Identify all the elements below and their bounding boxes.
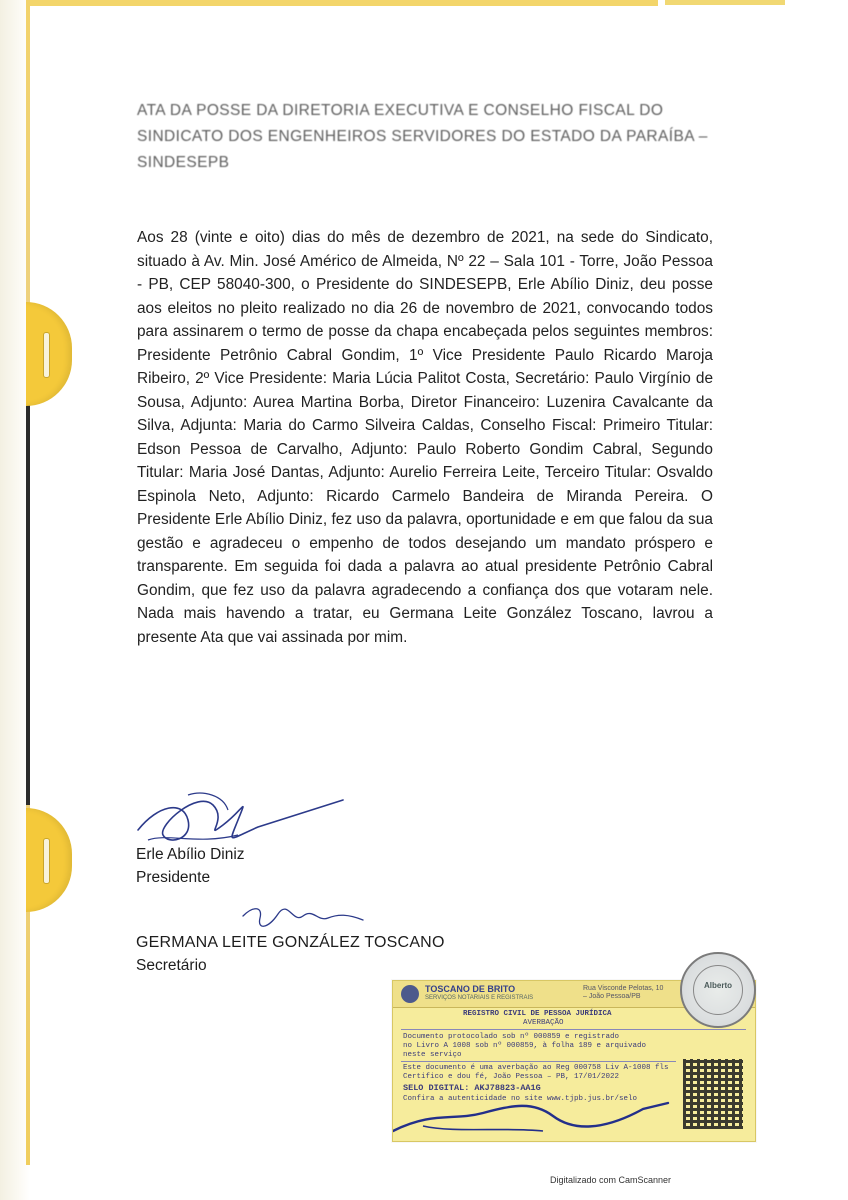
signatory-president (136, 843, 245, 889)
signatory-role: Presidente (136, 869, 211, 886)
signatory-name: Erle Abílio Diniz (136, 846, 245, 863)
binder-clip-bottom (26, 808, 72, 912)
stamp-line-2: no Livro A 1008 sob nº 000859, à folha 189 e arquivado (403, 1042, 647, 1050)
seal-text: Alberto (704, 981, 732, 990)
clip-slot (43, 838, 50, 884)
stamp-registry-title: REGISTRO CIVIL DE PESSOA JURÍDICA (463, 1010, 612, 1018)
stamp-office-address: Rua Visconde Pelotas, 10 – João Pessoa/PB (583, 985, 664, 1000)
stamp-line-5: Certifico e dou fé, João Pessoa – PB, 17/01/2022 (403, 1073, 620, 1081)
binder-clip-top (26, 302, 72, 406)
notary-seal-icon (680, 952, 756, 1028)
notary-logo-icon (401, 985, 419, 1003)
folder-top-strip (28, 0, 658, 6)
clip-slot (43, 332, 50, 378)
folder-top-strip-right (665, 0, 785, 5)
stamp-office-sub: SERVIÇOS NOTARIAIS E REGISTRAIS (425, 995, 534, 1001)
stamp-selo: SELO DIGITAL: AKJ78823-AA1G (403, 1083, 541, 1093)
signatory-name: GERMANA LEITE GONZÁLEZ TOSCANO (136, 934, 445, 951)
stamp-divider (401, 1061, 676, 1062)
stamp-line-4: Este documento é uma averbação ao Reg 000758 Liv A-1008 fls (403, 1064, 669, 1072)
notary-signature-icon (393, 1091, 673, 1136)
signature-germana-icon (238, 904, 378, 934)
stamp-line-3: neste serviço (403, 1051, 462, 1059)
signatory-secretary (136, 931, 445, 977)
stamp-line-6: Confira a autenticidade no site www.tjpb.jus.br/selo (403, 1095, 638, 1103)
binder-line (26, 405, 30, 805)
stamp-divider (401, 1029, 746, 1030)
stamp-line-1: Documento protocolado sob nº 000859 e registrado (403, 1033, 620, 1041)
signatory-role: Secretário (136, 957, 207, 974)
qr-code-icon (683, 1059, 743, 1129)
document-title: ATA DA POSSE DA DIRETORIA EXECUTIVA E CONSELHO FISCAL DO SINDICATO DOS ENGENHEIROS SERVIDORES DO ESTADO DA PARAÍBA – SINDESEPB (137, 102, 708, 171)
scanner-watermark: Digitalizado com CamScanner (550, 1175, 672, 1185)
stamp-office-name: TOSCANO DE BRITO (425, 984, 516, 994)
stamp-registry-sub: AVERBAÇÃO (523, 1019, 564, 1027)
document-body: Aos 28 (vinte e oito) dias do mês de dezembro de 2021, na sede do Sindicato, situado à Av. Min. José Américo de Almeida, Nº 22 – Sala 101 - Torre, João Pessoa - PB, CEP 58040-300, o Presidente do SINDESEPB, Erle Abílio Diniz, deu posse aos eleitos no pleito realizado no dia 26 de novembro de 2021, convocando todos para assinarem o termo de posse da chapa encabeçada pelos seguintes membros: Presidente Petrônio Cabral Gondim, 1º Vice Presidente Paulo Ricardo Maroja Ribeiro, 2º Vice Presidente: Maria Lúcia Palitot Costa, Secretário: Paulo Virgínio de Sousa, Adjunto: Aurea Martina Borba, Diretor Financeiro: Luzenira Cavalcante da Silva, Adjunta: Maria do Carmo Silveira Caldas, Conselho Fiscal: Primeiro Titular: Edson Pessoa de Carvalho, Adjunto: Paulo Roberto Gondim Cabral, Segundo Titular: Maria José Dantas, Adjunto: Aurelio Ferreira Leite, Terceiro Titular: Osvaldo Espinola Neto, Adjunto: Ricardo Carmelo Bandeira de Miranda Pereira. O Presidente Erle Abílio Diniz, fez uso da palavra, oportunidade e em que falou da sua gestão e agradeceu o empenho de todos desejando um mandato próspero e transparente. Em seguida foi dada a palavra ao atual presidente Petrônio Cabral Gondim, que fez uso da palavra agradecendo a confiança dos que votaram nele. Nada mais havendo a tratar, eu Germana Leite González Toscano, lavrou a presente Ata que vai assinada por mim. (137, 229, 713, 646)
seal-inner-ring (693, 965, 743, 1015)
